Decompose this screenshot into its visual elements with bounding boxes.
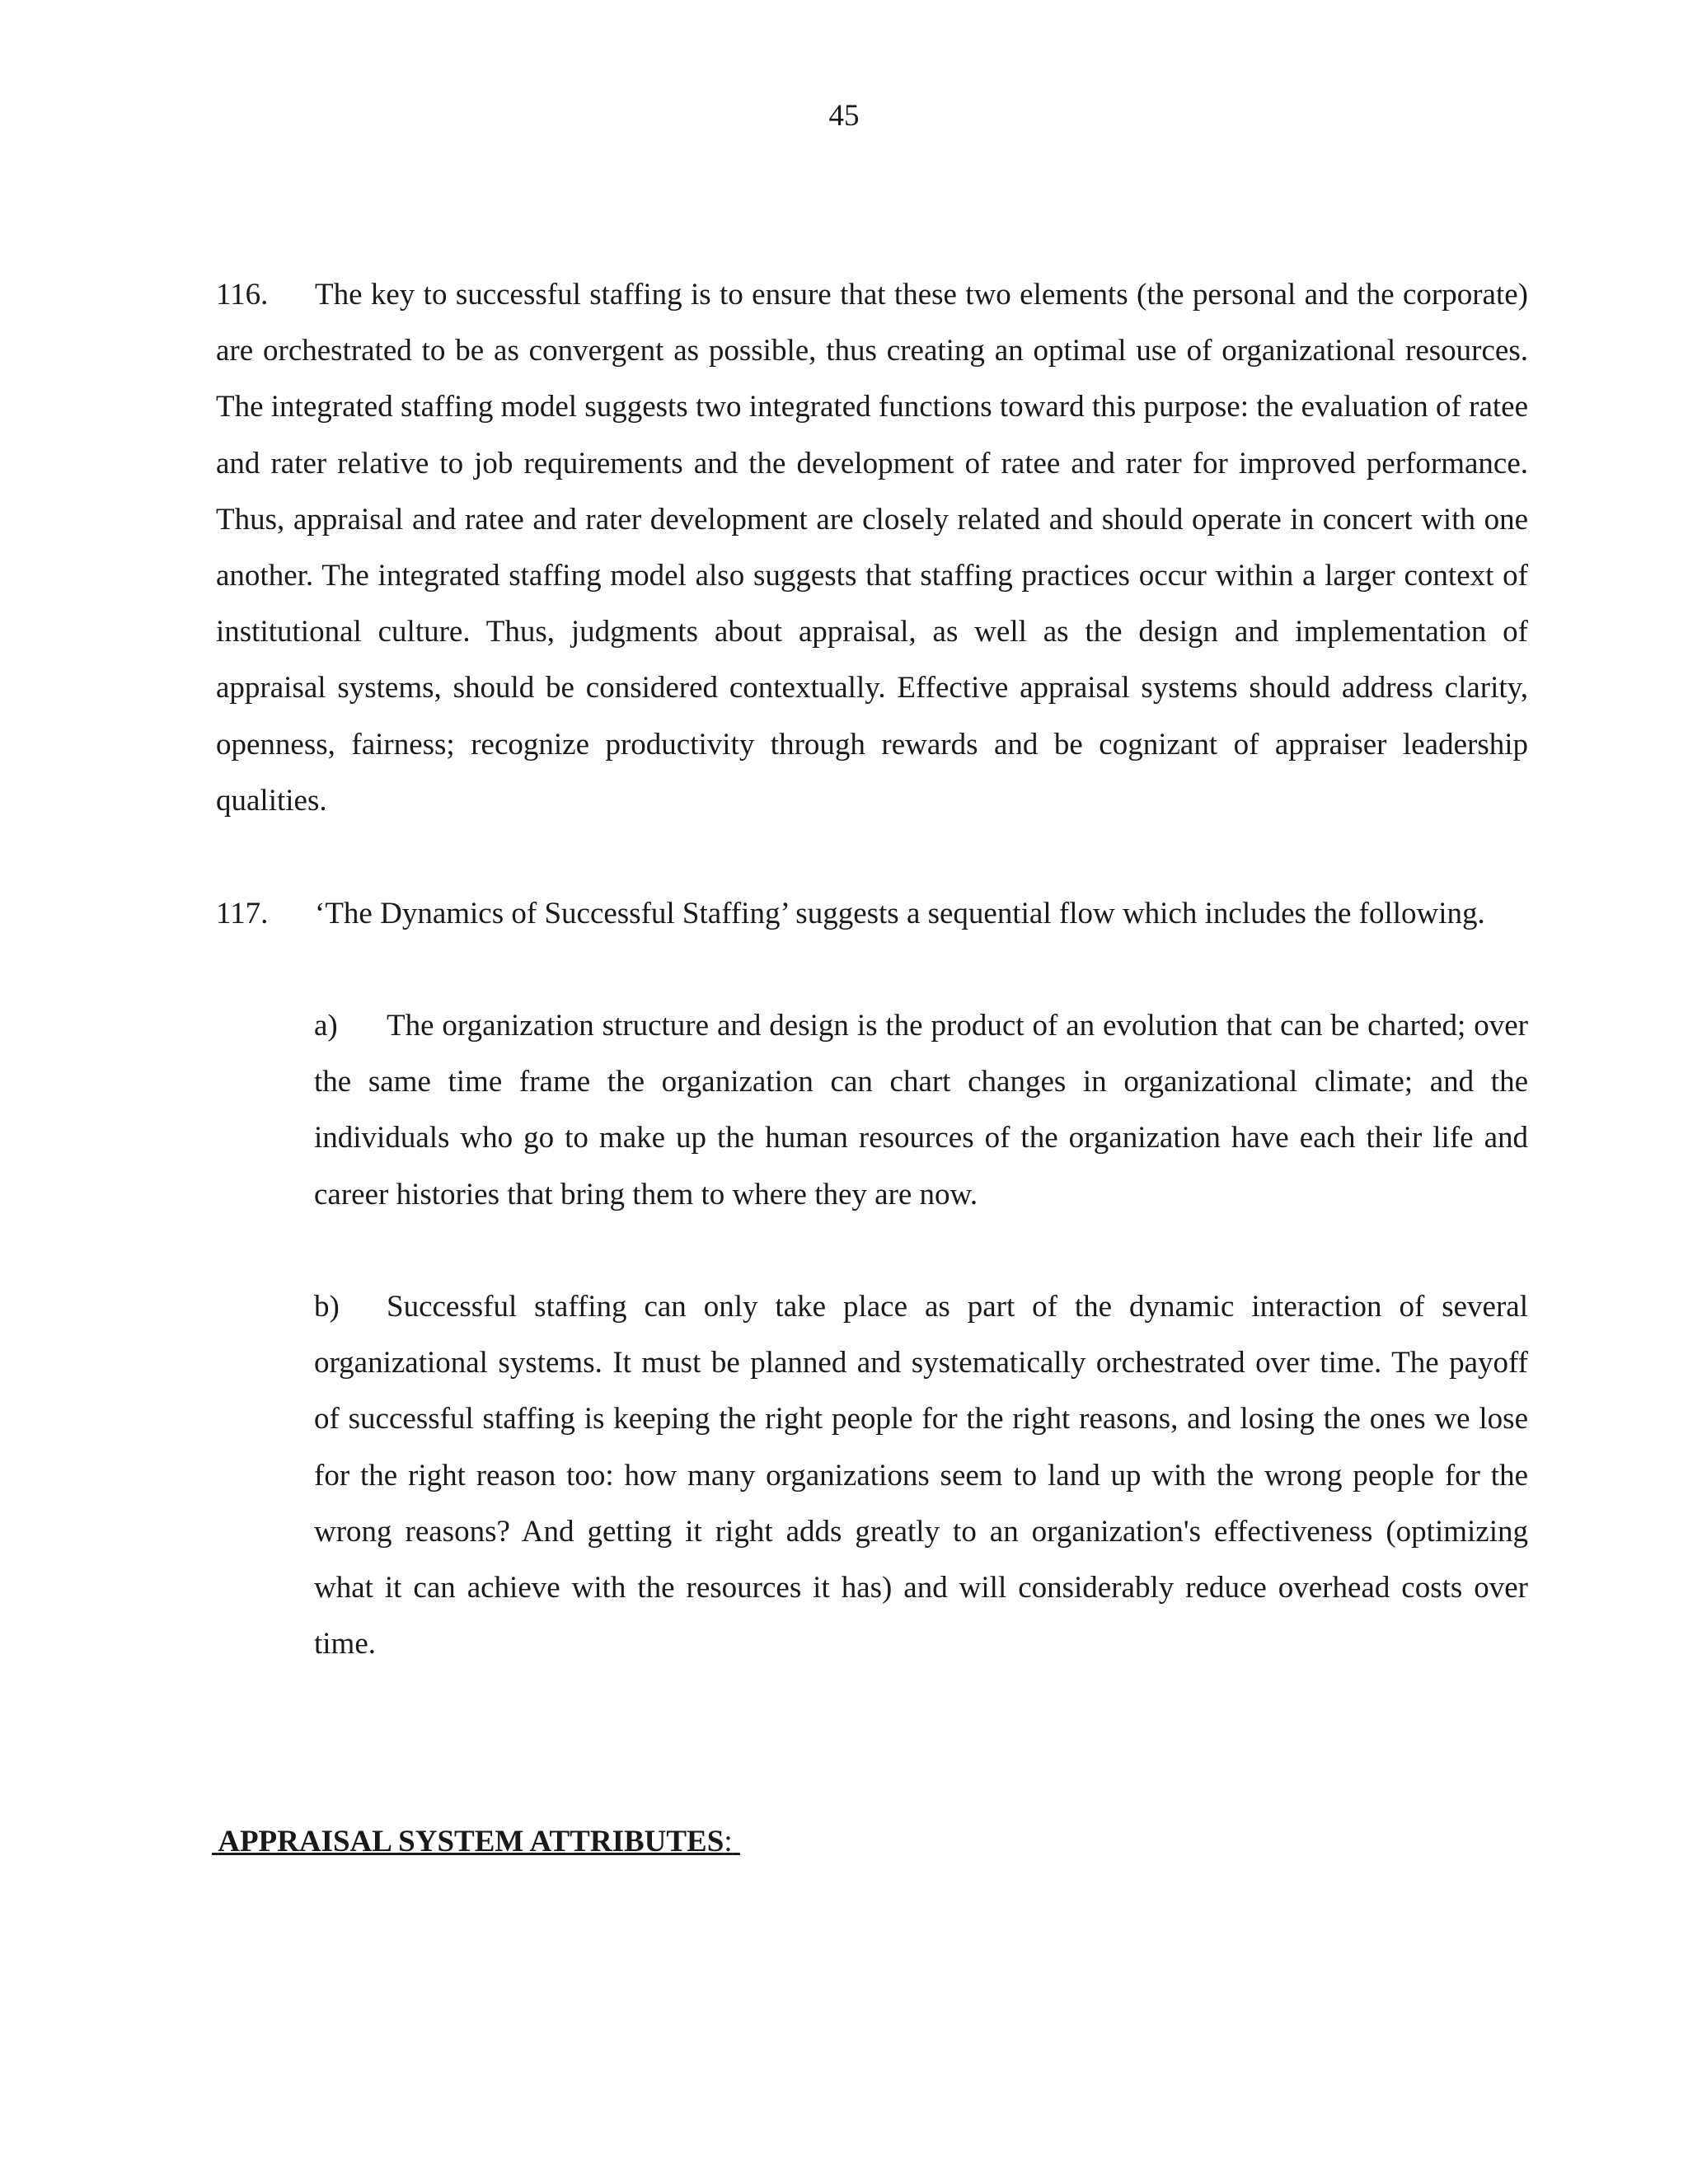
list-marker: b)	[314, 1290, 340, 1324]
list-item-text: The organization structure and design is the product of an evolution that can be charted; over the same time frame the organization can chart changes in organizational climate; and the individuals who go to make up the human resources of the organization have each their life and career histories that bring them to where they are now.	[314, 1009, 1528, 1212]
list-marker: a)	[314, 1009, 338, 1043]
page-number: 45	[828, 99, 860, 133]
list-item-a	[314, 998, 1528, 1223]
section-heading-colon: :	[724, 1825, 733, 1858]
paragraph-117	[216, 886, 1528, 942]
paragraph-text: The key to successful staffing is to ensure that these two elements (the personal and the corporate) are orchestrated to be as convergent as possible, thus creating an optimal use of organizational resources. The integrated staffing model suggests two integrated functions toward this purpose: the evaluation of ratee and rater relative to job requirements and the development of ratee and rater for improved performance. Thus, appraisal and ratee and rater development are closely related and should operate in concert with one another. The integrated staffing model also suggests that staffing practices occur within a larger context of institutional culture. Thus, judgments about appraisal, as well as the design and implementation of appraisal systems, should be considered contextually. Effective appraisal systems should address clarity, openness, fairness; recognize productivity through rewards and be cognizant of appraiser leadership qualities.	[216, 278, 1528, 818]
section-heading	[212, 1823, 740, 1861]
paragraph-116	[216, 267, 1528, 829]
list-item-b	[314, 1279, 1528, 1672]
section-heading-text: APPRAISAL SYSTEM ATTRIBUTES	[218, 1825, 724, 1858]
list-item-text: Successful staffing can only take place as part of the dynamic interaction of several organizational systems. It must be planned and systematically orchestrated over time. The payoff of successful staffing is keeping the right people for the right reasons, and losing the ones we lose for the right reason too: how many organizations seem to land up with the wrong people for the wrong reasons? And getting it right adds greatly to an organization's effectiveness (optimizing what it can achieve with the resources it has) and will considerably reduce overhead costs over time.	[314, 1290, 1528, 1661]
paragraph-text: ‘The Dynamics of Successful Staffing’ suggests a sequential flow which includes the following.	[315, 897, 1485, 930]
paragraph-number: 117.	[216, 897, 269, 930]
paragraph-number: 116.	[216, 278, 269, 312]
